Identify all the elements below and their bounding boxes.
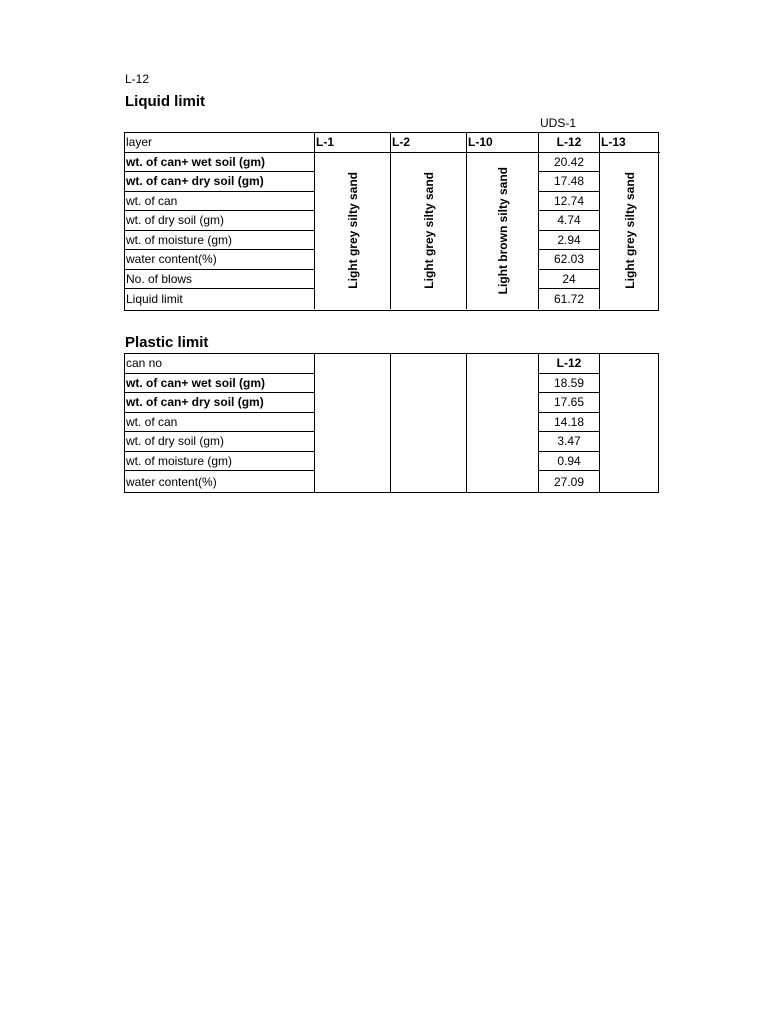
plastic-limit-title: Plastic limit — [125, 334, 209, 351]
value-cell: 24 — [539, 270, 600, 290]
description-l10 — [467, 153, 539, 310]
value-cell: 14.18 — [539, 413, 600, 433]
row-label: wt. of dry soil (gm) — [125, 211, 315, 231]
header-l10: L-10 — [467, 133, 539, 153]
row-label: wt. of can — [125, 192, 315, 212]
value-cell: 17.65 — [539, 393, 600, 413]
row-label: wt. of can+ dry soil (gm) — [125, 172, 315, 192]
description-text: Light grey silty sand — [623, 172, 637, 290]
liquid-limit-title: Liquid limit — [125, 93, 205, 110]
value-cell: 0.94 — [539, 452, 600, 472]
header-layer: layer — [125, 133, 315, 153]
empty-column-cell — [315, 354, 391, 492]
value-cell: 3.47 — [539, 432, 600, 452]
header-l1: L-1 — [315, 133, 391, 153]
row-label: water content(%) — [125, 471, 315, 492]
row-label: Liquid limit — [125, 289, 315, 309]
row-label: wt. of moisture (gm) — [125, 452, 315, 472]
row-label: wt. of moisture (gm) — [125, 231, 315, 251]
header-l12: L-12 — [539, 354, 600, 374]
liquid-limit-table — [124, 132, 659, 311]
value-cell: 18.59 — [539, 374, 600, 394]
row-label: wt. of dry soil (gm) — [125, 432, 315, 452]
value-cell: 61.72 — [539, 289, 600, 309]
value-cell: 20.42 — [539, 153, 600, 173]
description-text: Light grey silty sand — [345, 172, 360, 290]
row-label: wt. of can — [125, 413, 315, 433]
value-cell: 4.74 — [539, 211, 600, 231]
value-cell: 12.74 — [539, 192, 600, 212]
row-label: wt. of can+ dry soil (gm) — [125, 393, 315, 413]
description-l1 — [315, 153, 391, 310]
row-label: wt. of can+ wet soil (gm) — [125, 374, 315, 394]
plastic-limit-table — [124, 353, 659, 493]
page-label: L-12 — [125, 72, 150, 86]
value-cell: 2.94 — [539, 231, 600, 251]
header-can-no: can no — [125, 354, 315, 374]
row-label: wt. of can+ wet soil (gm) — [125, 153, 315, 173]
empty-column-cell — [467, 354, 539, 492]
description-l13 — [600, 153, 660, 310]
description-text: Light brown silty sand — [495, 167, 510, 295]
description-text: Light grey silty sand — [421, 172, 436, 290]
sample-label: UDS-1 — [540, 116, 577, 130]
description-l2 — [391, 153, 467, 310]
value-cell: 17.48 — [539, 172, 600, 192]
header-l2: L-2 — [391, 133, 467, 153]
header-l13: L-13 — [600, 133, 660, 153]
empty-column-cell — [391, 354, 467, 492]
empty-column-cell — [600, 354, 660, 492]
row-label: water content(%) — [125, 250, 315, 270]
value-cell: 27.09 — [539, 471, 600, 492]
value-cell: 62.03 — [539, 250, 600, 270]
header-l12: L-12 — [539, 133, 600, 153]
row-label: No. of blows — [125, 270, 315, 290]
